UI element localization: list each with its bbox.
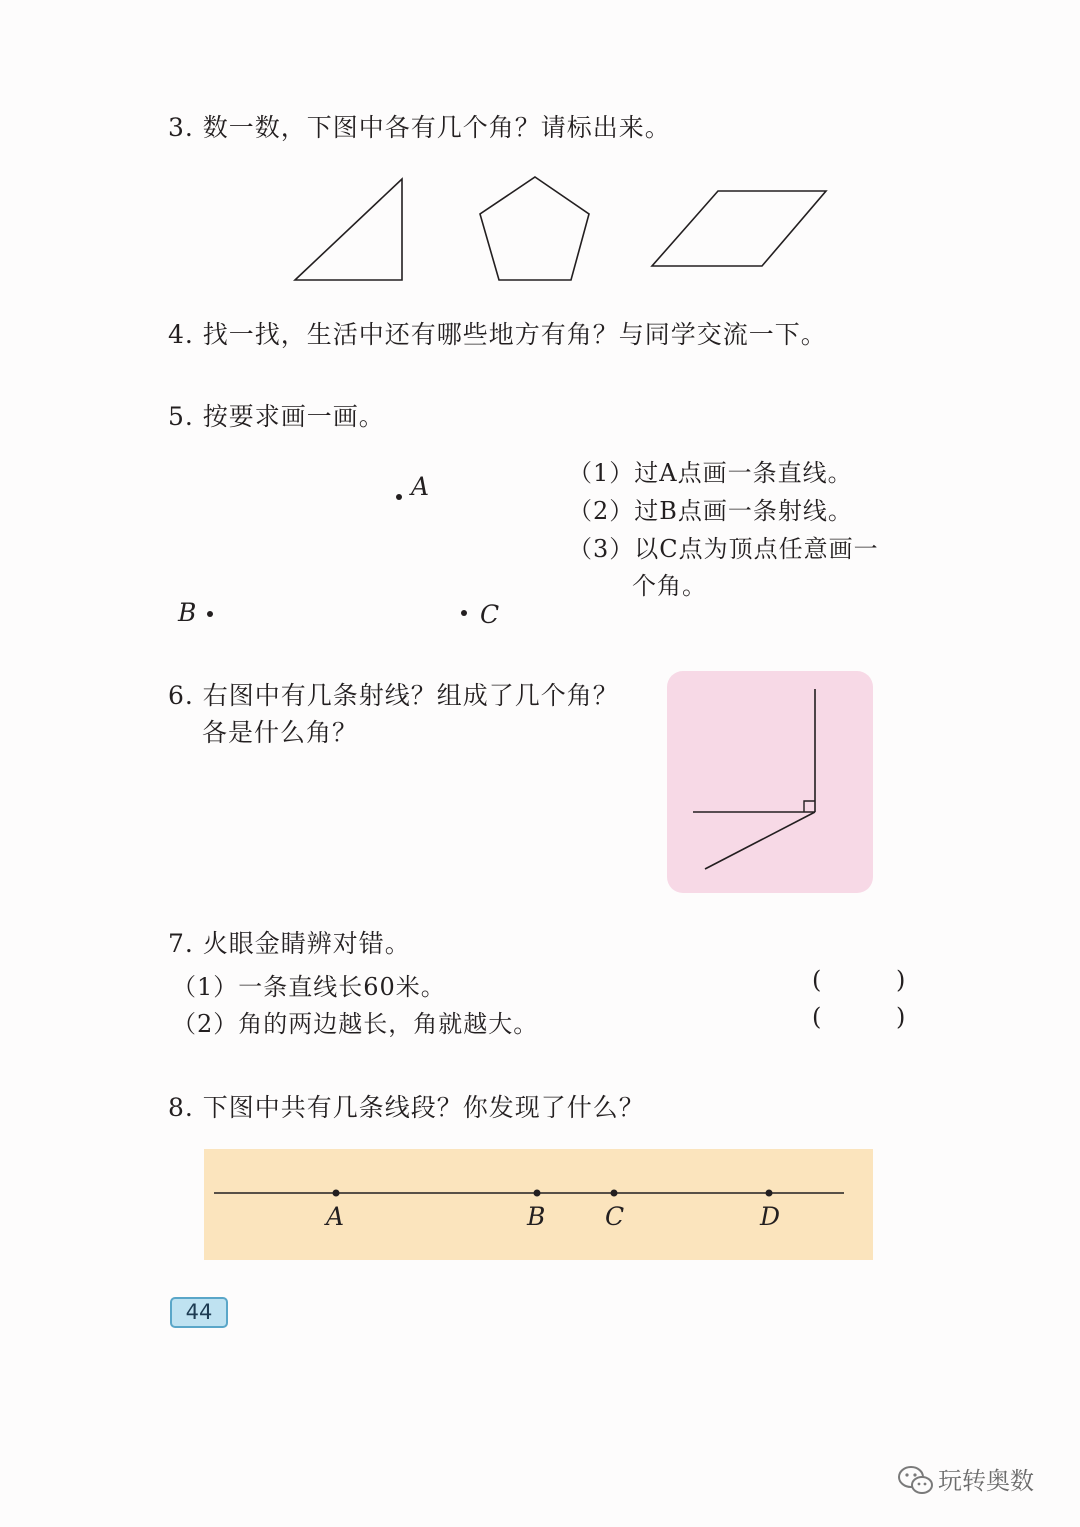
wechat-icon bbox=[896, 1463, 936, 1499]
q5-sub-1: （1）过A点画一条直线。 bbox=[568, 459, 853, 487]
watermark-text: 玩转奥数 bbox=[938, 1467, 1034, 1495]
question-5: 5. 按要求画一画。 bbox=[168, 402, 385, 431]
shapes-figure bbox=[280, 165, 840, 290]
answer-paren-close-1: ) bbox=[896, 966, 906, 994]
q5-sub-3-cont: 个角。 bbox=[632, 572, 707, 600]
point-b-mark bbox=[534, 1190, 541, 1197]
rays-figure bbox=[667, 671, 873, 893]
question-6-line1: 6. 右图中有几条射线？组成了几个角？ bbox=[168, 681, 619, 710]
parallelogram-shape bbox=[652, 191, 826, 266]
point-a-dot bbox=[396, 494, 402, 500]
point-c-label: C bbox=[480, 600, 500, 629]
answer-paren-open-2: ( bbox=[812, 1003, 822, 1031]
rays-figure-box bbox=[667, 671, 873, 893]
point-a-label: A bbox=[411, 472, 430, 501]
question-6-line2: 各是什么角？ bbox=[202, 718, 359, 747]
q7-item-1: （1）一条直线长60米。 bbox=[172, 973, 446, 1001]
q5-sub-3: （3）以C点为顶点任意画一 bbox=[568, 535, 879, 563]
point-c-mark bbox=[611, 1190, 618, 1197]
pentagon-shape bbox=[480, 177, 589, 280]
point-d-mark bbox=[766, 1190, 773, 1197]
question-7: 7. 火眼金睛辨对错。 bbox=[168, 929, 411, 958]
segment-label-b: B bbox=[527, 1202, 546, 1231]
question-4: 4. 找一找，生活中还有哪些地方有角？与同学交流一下。 bbox=[168, 320, 827, 349]
answer-paren-open-1: ( bbox=[812, 966, 822, 994]
point-b-dot bbox=[207, 611, 213, 617]
segment-label-d: D bbox=[760, 1202, 781, 1231]
q5-sub-2: （2）过B点画一条射线。 bbox=[568, 497, 853, 525]
segment-label-c: C bbox=[605, 1202, 625, 1231]
page-number: 44 bbox=[170, 1297, 228, 1328]
point-b-label: B bbox=[178, 598, 197, 627]
question-3: 3. 数一数，下图中各有几个角？请标出来。 bbox=[168, 113, 671, 142]
point-c-dot bbox=[461, 610, 467, 616]
point-a-mark bbox=[333, 1190, 340, 1197]
right-angle-mark bbox=[804, 801, 815, 812]
question-8: 8. 下图中共有几条线段？你发现了什么？ bbox=[168, 1093, 645, 1122]
segment-label-a: A bbox=[326, 1202, 345, 1231]
q7-item-2: （2）角的两边越长，角就越大。 bbox=[172, 1010, 539, 1038]
answer-paren-close-2: ) bbox=[896, 1003, 906, 1031]
triangle-shape bbox=[295, 179, 402, 280]
